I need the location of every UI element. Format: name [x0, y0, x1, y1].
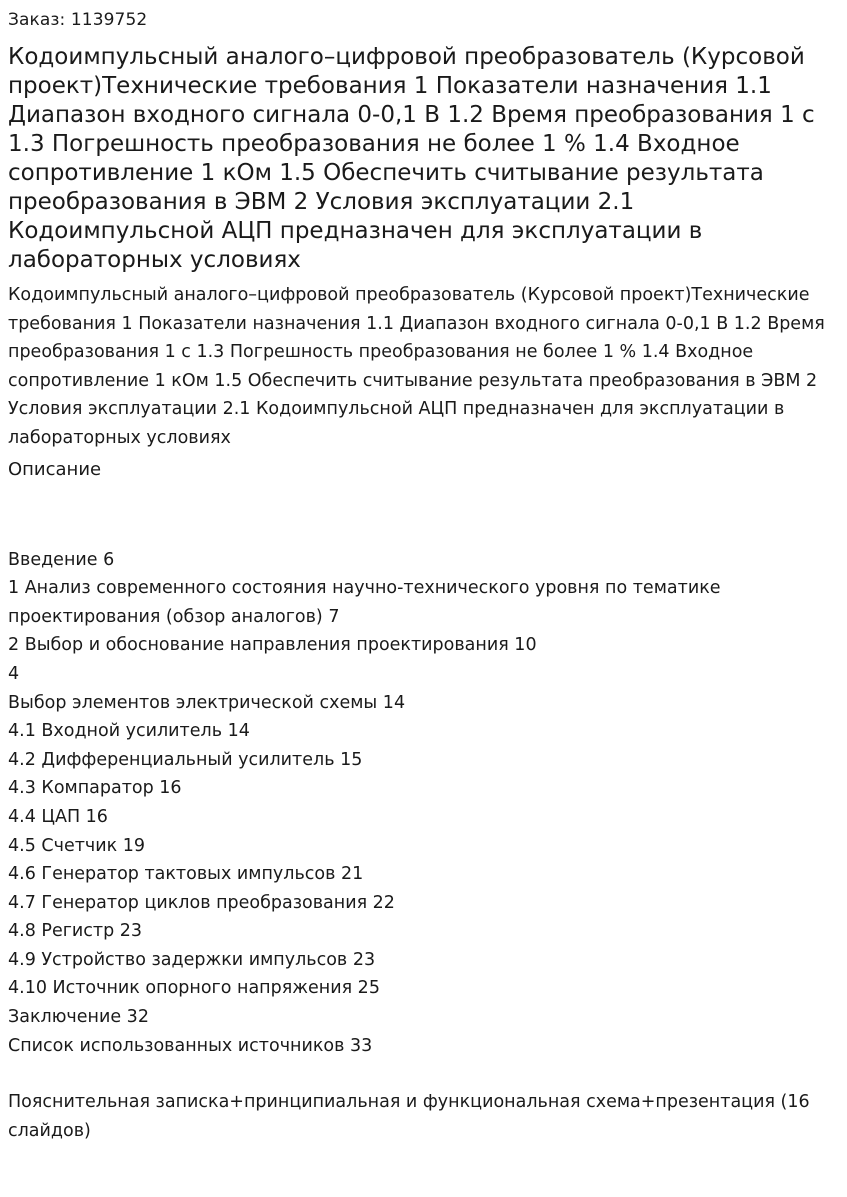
- toc-item: 4.7 Генератор циклов преобразования 22: [8, 892, 395, 913]
- toc-item: 4.10 Источник опорного напряжения 25: [8, 978, 380, 999]
- toc-item: Список использованных источников 33: [8, 1035, 373, 1056]
- toc-item: 4.9 Устройство задержки импульсов 23: [8, 949, 376, 970]
- order-number: Заказ: 1139752: [8, 10, 148, 30]
- materials-note: Пояснительная записка+принципиальная и функциональная схема+презентация (16 слайдов): [8, 1092, 810, 1141]
- toc-item: 4.6 Генератор тактовых импульсов 21: [8, 864, 364, 885]
- blank-line: [8, 1060, 839, 1088]
- toc-item: 4.1 Входной усилитель 14: [8, 721, 250, 742]
- description-heading: Описание: [8, 458, 102, 480]
- document-title: Кодоимпульсный аналого–цифровой преобразователь (Курсовой проект)Технические требования 1 Показатели назначения 1.1 Диапазон входного сигнала 0-0,1 В 1.2 Время преобразования 1 с 1.3 Погрешность преобразования не более 1 % 1.4 Входное сопротивление 1 кОм 1.5 Обеспечить считывание результата преобразования в ЭВМ 2 Условия эксплуатации 2.1 Кодоимпульсной АЦП предназначен для эксплуатации в лабораторных условиях: [8, 44, 815, 273]
- spacer: [8, 484, 839, 546]
- toc-item: Введение 6: [8, 549, 115, 570]
- toc-item: 4.3 Компаратор 16: [8, 778, 182, 799]
- toc-item: Выбор элементов электрической схемы 14: [8, 692, 406, 713]
- toc-item: 4.8 Регистр 23: [8, 921, 143, 942]
- toc-item: Заключение 32: [8, 1007, 149, 1028]
- document-summary: Кодоимпульсный аналого–цифровой преобразователь (Курсовой проект)Технические требования 1 Показатели назначения 1.1 Диапазон входного сигнала 0-0,1 В 1.2 Время преобразования 1 с 1.3 Погрешность преобразования не более 1 % 1.4 Входное сопротивление 1 кОм 1.5 Обеспечить считывание результата преобразования в ЭВМ 2 Условия эксплуатации 2.1 Кодоимпульсной АЦП предназначен для эксплуатации в лабораторных условиях: [8, 285, 825, 448]
- toc-item: 4.2 Дифференциальный усилитель 15: [8, 749, 363, 770]
- table-of-contents: [8, 546, 839, 1061]
- toc-item: 2 Выбор и обоснование направления проектирования 10: [8, 635, 537, 656]
- toc-item: 1 Анализ современного состояния научно-технического уровня по тематике проектирования (обзор аналогов) 7: [8, 578, 721, 627]
- toc-item: 4: [8, 663, 20, 684]
- toc-item: 4.4 ЦАП 16: [8, 806, 108, 827]
- toc-item: 4.5 Счетчик 19: [8, 835, 146, 856]
